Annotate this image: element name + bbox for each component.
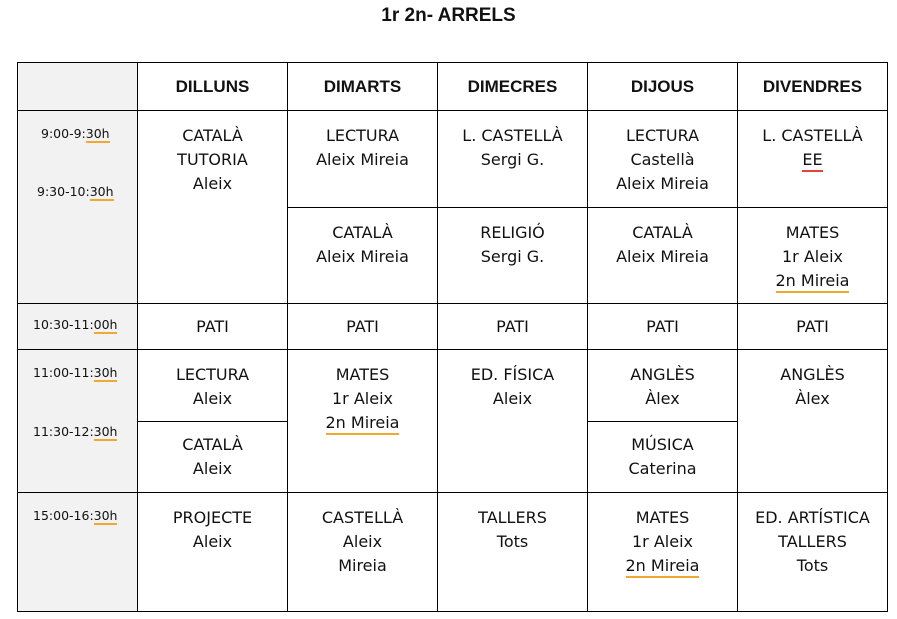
slot-dijous-4: ANGLÈS Àlex — [587, 349, 738, 422]
time-label: 11:00-11:30h — [33, 365, 118, 380]
time-label: 9:00-9:30h — [41, 126, 110, 141]
slot-dijous-6: MATES 1r Aleix 2n Mireia — [587, 492, 738, 612]
slot-divendres-pati: PATI — [737, 303, 888, 350]
day-header-divendres: DIVENDRES — [737, 62, 888, 111]
time-cell-morning — [17, 110, 138, 304]
slot-divendres-4: ANGLÈS Àlex — [737, 349, 888, 493]
day-header-dimecres: DIMECRES — [437, 62, 588, 111]
time-cell-break — [17, 303, 138, 350]
time-label: 11:30-12:30h — [33, 424, 118, 439]
slot-dilluns-pati: PATI — [137, 303, 288, 350]
time-cell-late-morning — [17, 349, 138, 493]
slot-dimarts-6: CASTELLÀ Aleix Mireia — [287, 492, 438, 612]
day-header-dijous: DIJOUS — [587, 62, 738, 111]
slot-dimecres-1: L. CASTELLÀ Sergi G. — [437, 110, 588, 208]
slot-dimarts-1: LECTURA Aleix Mireia — [287, 110, 438, 208]
page-title: 1r 2n- ARRELS — [381, 5, 516, 26]
slot-dilluns-6: PROJECTE Aleix — [137, 492, 288, 612]
day-header-dilluns: DILLUNS — [137, 62, 288, 111]
slot-divendres-6: ED. ARTÍSTICA TALLERS Tots — [737, 492, 888, 612]
slot-dimecres-pati: PATI — [437, 303, 588, 350]
slot-divendres-2: MATES 1r Aleix 2n Mireia — [737, 207, 888, 304]
slot-dimarts-2: CATALÀ Aleix Mireia — [287, 207, 438, 304]
slot-dimecres-2: RELIGIÓ Sergi G. — [437, 207, 588, 304]
slot-divendres-1: L. CASTELLÀ EE — [737, 110, 888, 208]
time-label: 9:30-10:30h — [37, 184, 114, 199]
slot-dilluns-morning: CATALÀ TUTORIA Aleix — [137, 110, 288, 304]
slot-dijous-1: LECTURA Castellà Aleix Mireia — [587, 110, 738, 208]
slot-dilluns-5: CATALÀ Aleix — [137, 421, 288, 493]
slot-dilluns-4: LECTURA Aleix — [137, 349, 288, 422]
time-label: 10:30-11:00h — [33, 317, 118, 332]
slot-dijous-5: MÚSICA Caterina — [587, 421, 738, 493]
slot-dimecres-4: ED. FÍSICA Aleix — [437, 349, 588, 493]
slot-dimarts-4: MATES 1r Aleix 2n Mireia — [287, 349, 438, 493]
slot-dijous-pati: PATI — [587, 303, 738, 350]
slot-dimecres-6: TALLERS Tots — [437, 492, 588, 612]
time-label: 15:00-16:30h — [33, 508, 118, 523]
time-cell-afternoon — [17, 492, 138, 612]
corner-header-cell — [17, 62, 138, 111]
day-header-dimarts: DIMARTS — [287, 62, 438, 111]
slot-dimarts-pati: PATI — [287, 303, 438, 350]
slot-dijous-2: CATALÀ Aleix Mireia — [587, 207, 738, 304]
